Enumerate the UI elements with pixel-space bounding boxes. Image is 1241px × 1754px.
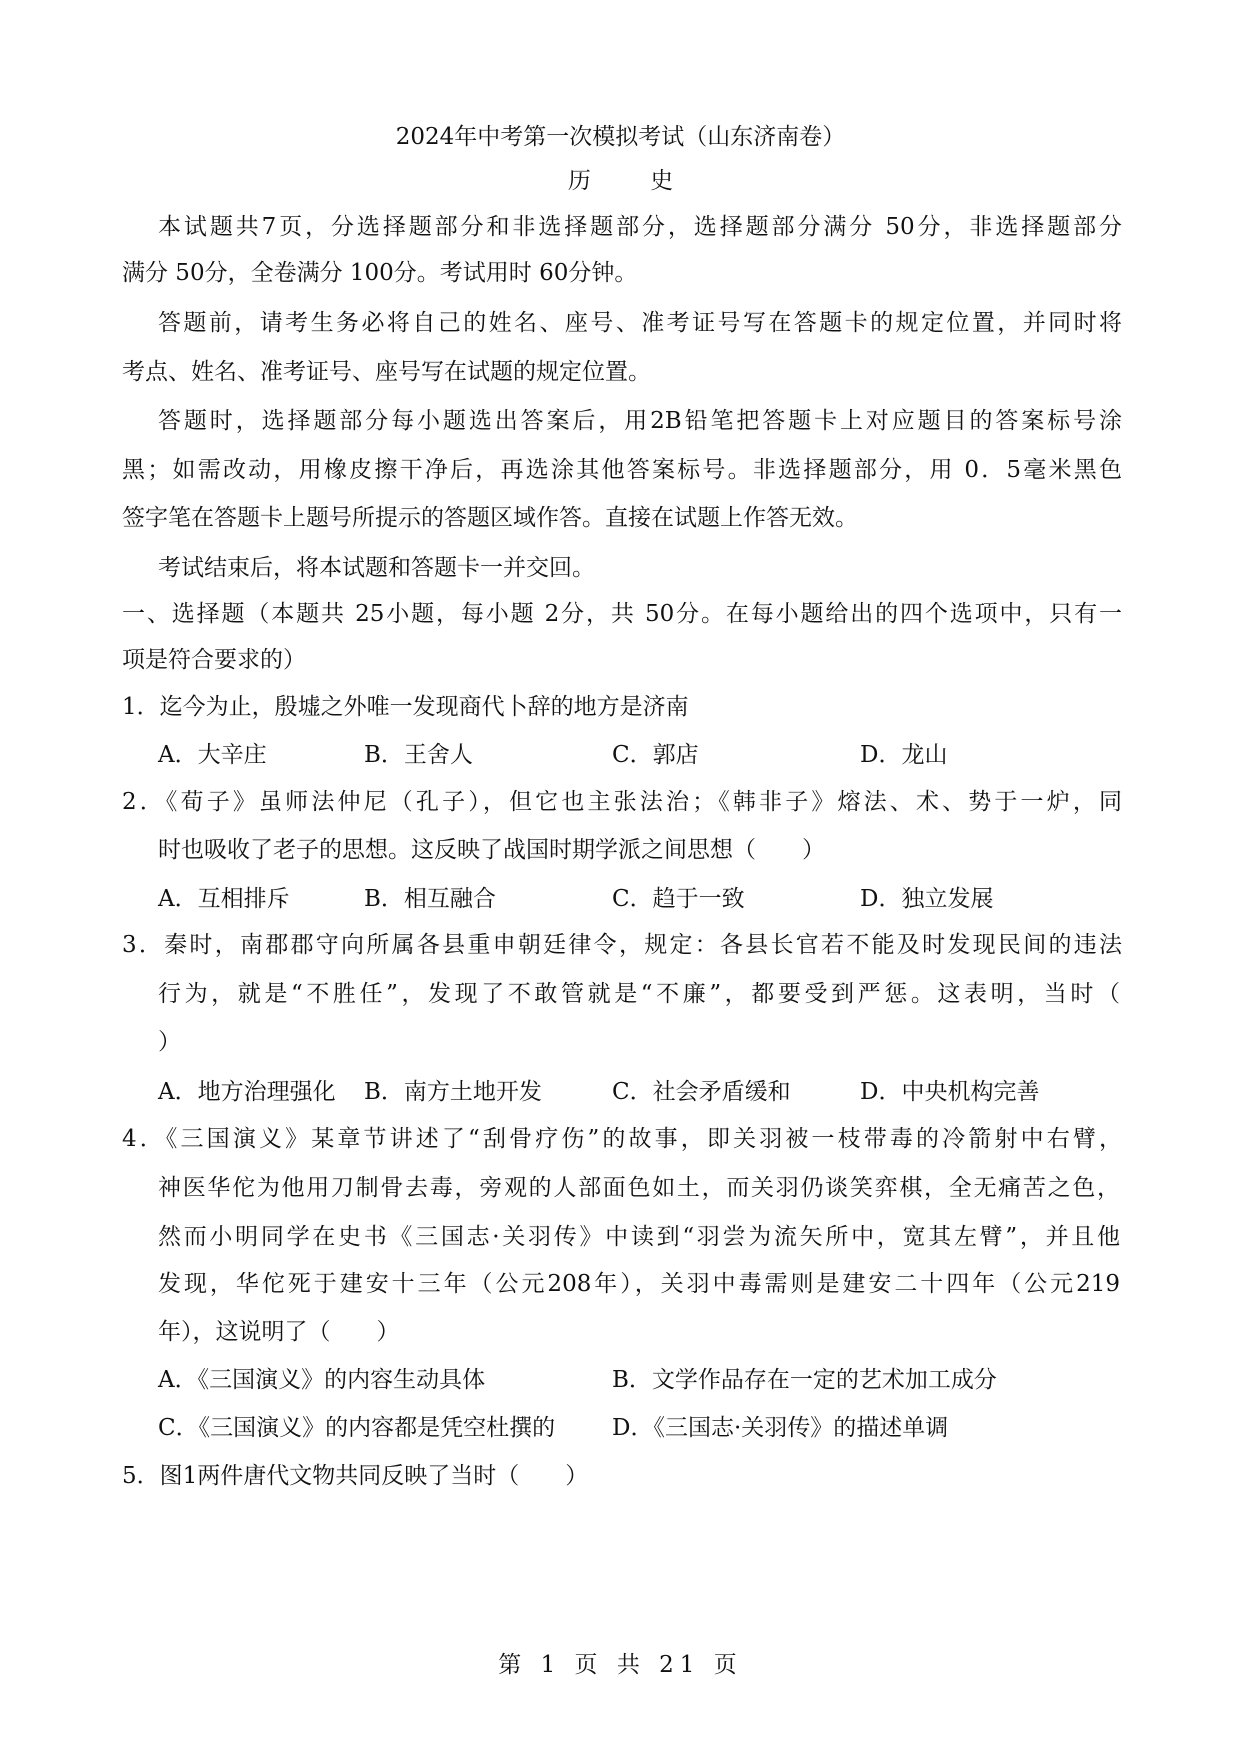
- question-4-option-c: C．《三国演义》的内容都是凭空杜撰的: [158, 1415, 556, 1441]
- question-5-stem: 5．图1两件唐代文物共同反映了当时（ ）: [122, 1463, 589, 1489]
- question-2-option-a: A．互相排斥: [158, 886, 290, 912]
- instruction-line: 答题前，请考生务必将自己的姓名、座号、准考证号写在答题卡的规定位置，并同时将: [158, 310, 1122, 336]
- question-4-stem-cont: 年），这说明了（ ）: [158, 1319, 400, 1345]
- page-number: 第 1 页 共 21 页: [498, 1652, 743, 1678]
- question-2-option-b: B．相互融合: [364, 886, 496, 912]
- question-1-option-b: B．王舍人: [364, 742, 473, 768]
- question-4-option-b: B．文学作品存在一定的艺术加工成分: [612, 1367, 997, 1393]
- section-heading-line: 项是符合要求的）: [122, 647, 306, 673]
- question-4-stem-cont: 发现，华佗死于建安十三年（公元208年），关羽中毒需则是建安二十四年（公元219: [158, 1271, 1120, 1297]
- question-1-stem: 1．迄今为止，殷墟之外唯一发现商代卜辞的地方是济南: [122, 694, 689, 720]
- exam-title: 2024年中考第一次模拟考试（山东济南卷）: [395, 124, 846, 150]
- question-3-option-c: C．社会矛盾缓和: [612, 1079, 791, 1105]
- question-3-option-b: B．南方土地开发: [364, 1079, 542, 1105]
- subject-title: 历 史: [567, 168, 700, 194]
- question-1-option-d: D．龙山: [860, 742, 948, 768]
- instruction-line: 黑；如需改动，用橡皮擦干净后，再选涂其他答案标号。非选择题部分，用 0．5毫米黑色: [122, 457, 1122, 483]
- question-2-option-c: C．趋于一致: [612, 886, 745, 912]
- question-3-stem-cont: 行为，就是“不胜任”，发现了不敢管就是“不廉”，都要受到严惩。这表明，当时（: [158, 981, 1120, 1007]
- question-1-option-a: A．大辛庄: [158, 742, 267, 768]
- question-4-stem-cont: 然而小明同学在史书《三国志·关羽传》中读到“羽尝为流矢所中，宽其左臂”，并且他: [158, 1224, 1120, 1250]
- question-4-stem: 4．《三国演义》某章节讲述了“刮骨疗伤”的故事，即关羽被一枝带毒的冷箭射中右臂，: [122, 1126, 1122, 1152]
- question-2-option-d: D．独立发展: [860, 886, 994, 912]
- instruction-line: 答题时，选择题部分每小题选出答案后，用2B铅笔把答题卡上对应题目的答案标号涂: [158, 408, 1122, 434]
- question-3-option-d: D．中央机构完善: [860, 1079, 1040, 1105]
- instruction-line: 考点、姓名、准考证号、座号写在试题的规定位置。: [122, 359, 651, 385]
- question-2-stem: 2．《荀子》虽师法仲尼（孔子），但它也主张法治；《韩非子》熔法、术、势于一炉，同: [122, 789, 1122, 815]
- question-1-option-c: C．郭店: [612, 742, 699, 768]
- question-4-stem-cont: 神医华佗为他用刀制骨去毒，旁观的人部面色如土，而关羽仍谈笑弈棋，全无痛苦之色，: [158, 1175, 1120, 1201]
- section-heading-line: 一、选择题（本题共 25小题，每小题 2分，共 50分。在每小题给出的四个选项中，只有一: [122, 601, 1122, 627]
- instruction-line: 签字笔在答题卡上题号所提示的答题区域作答。直接在试题上作答无效。: [122, 505, 858, 531]
- question-4-option-d: D．《三国志·关羽传》的描述单调: [612, 1415, 949, 1441]
- question-3-option-a: A．地方治理强化: [158, 1079, 336, 1105]
- question-3-stem-cont: ）: [158, 1029, 181, 1055]
- instruction-line: 满分 50分，全卷满分 100分。考试用时 60分钟。: [122, 260, 638, 286]
- question-4-option-a: A．《三国演义》的内容生动具体: [158, 1367, 486, 1393]
- instruction-line: 考试结束后，将本试题和答题卡一并交回。: [158, 555, 595, 581]
- question-3-stem: 3．秦时，南郡郡守向所属各县重申朝廷律令，规定：各县长官若不能及时发现民间的违法: [122, 932, 1122, 958]
- instruction-line: 本试题共7页，分选择题部分和非选择题部分，选择题部分满分 50分，非选择题部分: [158, 214, 1122, 240]
- question-2-stem-cont: 时也吸收了老子的思想。这反映了战国时期学派之间思想（ ）: [158, 837, 825, 863]
